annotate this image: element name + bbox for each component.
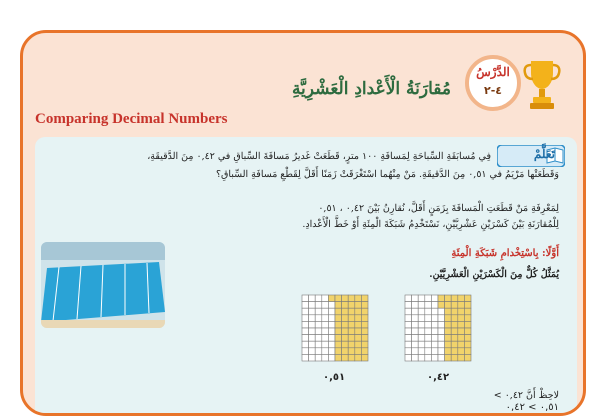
grid-cell: [309, 335, 316, 342]
grid-cell: [335, 302, 342, 309]
grid-cell: [315, 308, 322, 315]
grid-cell: [418, 335, 425, 342]
grid-cell: [355, 335, 362, 342]
grid-cell: [342, 295, 349, 302]
grid-cell: [302, 348, 309, 355]
grid-cell: [342, 335, 349, 342]
grid-cell: [451, 321, 458, 328]
grid-cell: [322, 335, 329, 342]
grid-cell: [425, 348, 432, 355]
grid-cell: [464, 315, 471, 322]
grid-cell: [438, 335, 445, 342]
grid-cell: [438, 348, 445, 355]
grid-cell: [355, 321, 362, 328]
grid-cell: [355, 354, 362, 361]
grid-cell: [322, 354, 329, 361]
grid-cell: [342, 348, 349, 355]
lesson-frame: [20, 30, 586, 416]
grid-cell: [302, 328, 309, 335]
grid-cell: [335, 348, 342, 355]
grid-cell: [438, 354, 445, 361]
grid-cell: [328, 321, 335, 328]
lesson-badge: [465, 55, 521, 111]
grid-cell: [438, 295, 445, 302]
grid-cell: [431, 315, 438, 322]
grid-cell: [328, 308, 335, 315]
comparison-result: ٠,٥١ > ٠,٤٢: [505, 402, 559, 413]
grid-cell: [412, 328, 419, 335]
grid-cell: [458, 348, 465, 355]
grid-cell: [328, 295, 335, 302]
lesson-word: الدَّرْسُ: [476, 65, 510, 79]
grid-cell: [425, 328, 432, 335]
grid-cell: [464, 348, 471, 355]
grid-cell: [445, 348, 452, 355]
grid-cell: [328, 302, 335, 309]
grid-cell: [309, 348, 316, 355]
grid-cell: [302, 302, 309, 309]
grid-cell: [361, 308, 368, 315]
grid-cell: [464, 308, 471, 315]
paragraph-line-4: لِلْمُقارَنَةِ بَيْنَ كَسْرَيْنِ عَشْرِيَّيْنِ، نَسْتَخْدِمُ شَبَكَةَ الْمِئَةِ أَوْ خَطَّ الْأَعْدادِ.: [302, 219, 559, 230]
grid-cell: [431, 341, 438, 348]
hundred-grid-042: [404, 294, 472, 362]
grid-cell: [445, 308, 452, 315]
grid-cell: [342, 341, 349, 348]
grid-cell: [431, 348, 438, 355]
grid-cell: [355, 348, 362, 355]
grid-cell: [309, 308, 316, 315]
grid-cell: [458, 295, 465, 302]
grid-cell: [309, 354, 316, 361]
grid-cell: [335, 308, 342, 315]
grid-cell: [431, 295, 438, 302]
grid-cell: [302, 354, 309, 361]
grid-cell: [464, 335, 471, 342]
grid-cell: [418, 341, 425, 348]
grid-cell: [445, 321, 452, 328]
grid-cell: [451, 295, 458, 302]
grid-cell: [418, 315, 425, 322]
grid-cell: [342, 328, 349, 335]
grid-cell: [464, 328, 471, 335]
grid-cell: [309, 295, 316, 302]
grid-cell: [405, 341, 412, 348]
grid-cell: [348, 295, 355, 302]
grid-cell: [451, 308, 458, 315]
grid-cell: [412, 295, 419, 302]
grid-cell: [412, 348, 419, 355]
grid-cell: [438, 315, 445, 322]
grid-cell: [302, 341, 309, 348]
grid-cell: [302, 335, 309, 342]
grid-cell: [458, 302, 465, 309]
grid-cell: [309, 302, 316, 309]
grid-cell: [405, 302, 412, 309]
grid-cell: [348, 335, 355, 342]
grid-cell: [431, 335, 438, 342]
grid-cell: [348, 328, 355, 335]
grid-cell: [322, 348, 329, 355]
grid-cell: [328, 328, 335, 335]
grid-cell: [412, 341, 419, 348]
grid-cell: [335, 315, 342, 322]
grid-cell: [412, 308, 419, 315]
grid-cell: [361, 302, 368, 309]
grid-cell: [315, 302, 322, 309]
swimming-pool-photo: [41, 242, 165, 328]
grid-cell: [445, 295, 452, 302]
grid-cell: [418, 328, 425, 335]
grid-cell: [464, 302, 471, 309]
grid-cell: [335, 328, 342, 335]
grid-cell: [418, 302, 425, 309]
grid-cell: [464, 354, 471, 361]
grid-cell: [309, 341, 316, 348]
grid-cell: [309, 321, 316, 328]
section-heading: أَوَّلًا: بِاسْتِخْدامِ شَبَكَةِ الْمِئَةِ: [451, 248, 559, 259]
grid-cell: [405, 348, 412, 355]
grid-cell: [315, 328, 322, 335]
grid-cell: [451, 348, 458, 355]
learn-label: تَعَلَّمْ: [533, 147, 555, 161]
grid-cell: [302, 295, 309, 302]
grid-cell: [361, 335, 368, 342]
grid-cell: [418, 321, 425, 328]
section-instruction: يُمَثَّلُ كُلٌّ مِنَ الْكَسْرَيْنِ الْعَشْرِيَّيْنِ.: [429, 269, 559, 280]
grid-cell: [464, 295, 471, 302]
grid-cell: [445, 328, 452, 335]
grid-cell: [322, 328, 329, 335]
grid-cell: [458, 335, 465, 342]
grid-cell: [464, 321, 471, 328]
grid-cell: [431, 308, 438, 315]
grid-cell: [322, 308, 329, 315]
grid-cell: [315, 335, 322, 342]
grid-caption-042: ٠,٤٢: [427, 372, 450, 383]
grid-cell: [315, 341, 322, 348]
grid-cell: [425, 308, 432, 315]
grid-cell: [328, 335, 335, 342]
grid-cell: [355, 295, 362, 302]
grid-cell: [315, 295, 322, 302]
grid-cell: [445, 335, 452, 342]
grid-cell: [315, 348, 322, 355]
grid-cell: [451, 354, 458, 361]
grid-cell: [412, 321, 419, 328]
paragraph-line-3: لِمَعْرِفَةِ مَنْ قَطَعَتِ الْمَسافَةَ بِزَمَنٍ أَقَلَّ، نُقارِنُ بَيْنَ ٠,٤٢ ، ٠,٥١: [318, 203, 559, 214]
grid-cell: [315, 321, 322, 328]
grid-cell: [361, 348, 368, 355]
grid-cell: [348, 341, 355, 348]
grid-cell: [328, 315, 335, 322]
grid-cell: [355, 302, 362, 309]
grid-cell: [348, 308, 355, 315]
paragraph-line-1: فِي مُسابَقَةِ السِّباحَةِ لِمَسافَةِ ١٠٠ مترٍ، قَطَعَتْ غَديرُ مَسافَةَ السِّباقِ في ٠,٤٢ مِنَ الدَّقيقَةِ،: [147, 151, 491, 162]
grid-cell: [322, 302, 329, 309]
grid-cell: [405, 354, 412, 361]
grid-cell: [438, 308, 445, 315]
grid-cell: [348, 321, 355, 328]
grid-cell: [445, 302, 452, 309]
grid-cell: [328, 341, 335, 348]
grid-cell: [355, 341, 362, 348]
grid-cell: [302, 321, 309, 328]
trophy-icon: [523, 57, 561, 111]
grid-cell: [342, 308, 349, 315]
grid-cell: [342, 354, 349, 361]
grid-cell: [302, 315, 309, 322]
paragraph-line-2: وَقَطَعَتْها مَرْيَمُ في ٠,٥١ مِنَ الدَّقيقَةِ. مَنْ مِنْهُما اسْتَغْرَقَتْ زَمَنًا أَقَلَّ لِقَطْعِ مَسافَةِ السِّباقِ؟: [215, 169, 559, 180]
grid-cell: [335, 354, 342, 361]
grid-cell: [302, 308, 309, 315]
grid-cell: [405, 321, 412, 328]
grid-cell: [335, 321, 342, 328]
grid-cell: [309, 328, 316, 335]
grid-cell: [405, 328, 412, 335]
grid-cell: [328, 348, 335, 355]
grid-cell: [458, 315, 465, 322]
grid-cell: [458, 321, 465, 328]
grid-cell: [451, 335, 458, 342]
grid-cell: [458, 341, 465, 348]
grid-cell: [309, 315, 316, 322]
grid-cell: [348, 348, 355, 355]
grid-cell: [425, 302, 432, 309]
grid-cell: [355, 328, 362, 335]
grid-cell: [405, 335, 412, 342]
grid-cell: [431, 321, 438, 328]
grid-cell: [361, 295, 368, 302]
grid-cell: [361, 354, 368, 361]
grid-cell: [425, 354, 432, 361]
grid-cell: [418, 295, 425, 302]
grid-cell: [431, 354, 438, 361]
grid-cell: [322, 341, 329, 348]
grid-cell: [418, 348, 425, 355]
grid-cell: [445, 315, 452, 322]
grid-cell: [425, 315, 432, 322]
grid-cell: [322, 315, 329, 322]
grid-cell: [322, 321, 329, 328]
lesson-title-arabic: مُقارَنَةُ الْأَعْدادِ الْعَشْرِيَّةِ: [291, 79, 451, 99]
grid-cell: [335, 295, 342, 302]
grid-cell: [445, 354, 452, 361]
grid-cell: [418, 308, 425, 315]
grid-cell: [335, 335, 342, 342]
grid-cell: [425, 335, 432, 342]
grid-cell: [458, 328, 465, 335]
grid-cell: [405, 315, 412, 322]
grid-cell: [412, 315, 419, 322]
lesson-number: ٤-٢: [483, 84, 502, 97]
grid-cell: [412, 335, 419, 342]
lesson-title-english: Comparing Decimal Numbers: [35, 111, 228, 127]
grid-cell: [458, 308, 465, 315]
grid-cell: [342, 321, 349, 328]
grid-cell: [348, 302, 355, 309]
grid-cell: [335, 341, 342, 348]
grid-cell: [361, 315, 368, 322]
grid-cell: [438, 328, 445, 335]
grid-cell: [438, 302, 445, 309]
grid-cell: [405, 295, 412, 302]
grid-cell: [348, 315, 355, 322]
lesson-header: [23, 33, 583, 133]
grid-cell: [361, 341, 368, 348]
grid-cell: [315, 354, 322, 361]
grid-cell: [451, 315, 458, 322]
grid-cell: [445, 341, 452, 348]
grid-cell: [451, 328, 458, 335]
grid-caption-051: ٠,٥١: [323, 372, 346, 383]
grid-cell: [405, 308, 412, 315]
grid-cell: [328, 354, 335, 361]
grid-cell: [348, 354, 355, 361]
grid-cell: [418, 354, 425, 361]
grid-cell: [322, 295, 329, 302]
grid-cell: [431, 328, 438, 335]
grid-cell: [425, 321, 432, 328]
grid-cell: [342, 315, 349, 322]
grid-cell: [355, 315, 362, 322]
grid-cell: [458, 354, 465, 361]
grid-cell: [464, 341, 471, 348]
grid-cell: [431, 302, 438, 309]
grid-cell: [412, 354, 419, 361]
grid-cell: [361, 321, 368, 328]
grid-cell: [438, 341, 445, 348]
note-text: لاحِظْ أَنَّ ٠,٤٢ >: [493, 390, 559, 401]
grid-cell: [315, 315, 322, 322]
grid-cell: [451, 341, 458, 348]
grid-cell: [425, 295, 432, 302]
grid-cell: [355, 308, 362, 315]
grid-cell: [342, 302, 349, 309]
grid-cell: [438, 321, 445, 328]
grid-cell: [425, 341, 432, 348]
grid-cell: [361, 328, 368, 335]
learn-section: [35, 137, 577, 413]
grid-cell: [451, 302, 458, 309]
grid-cell: [412, 302, 419, 309]
hundred-grid-051: [301, 294, 369, 362]
